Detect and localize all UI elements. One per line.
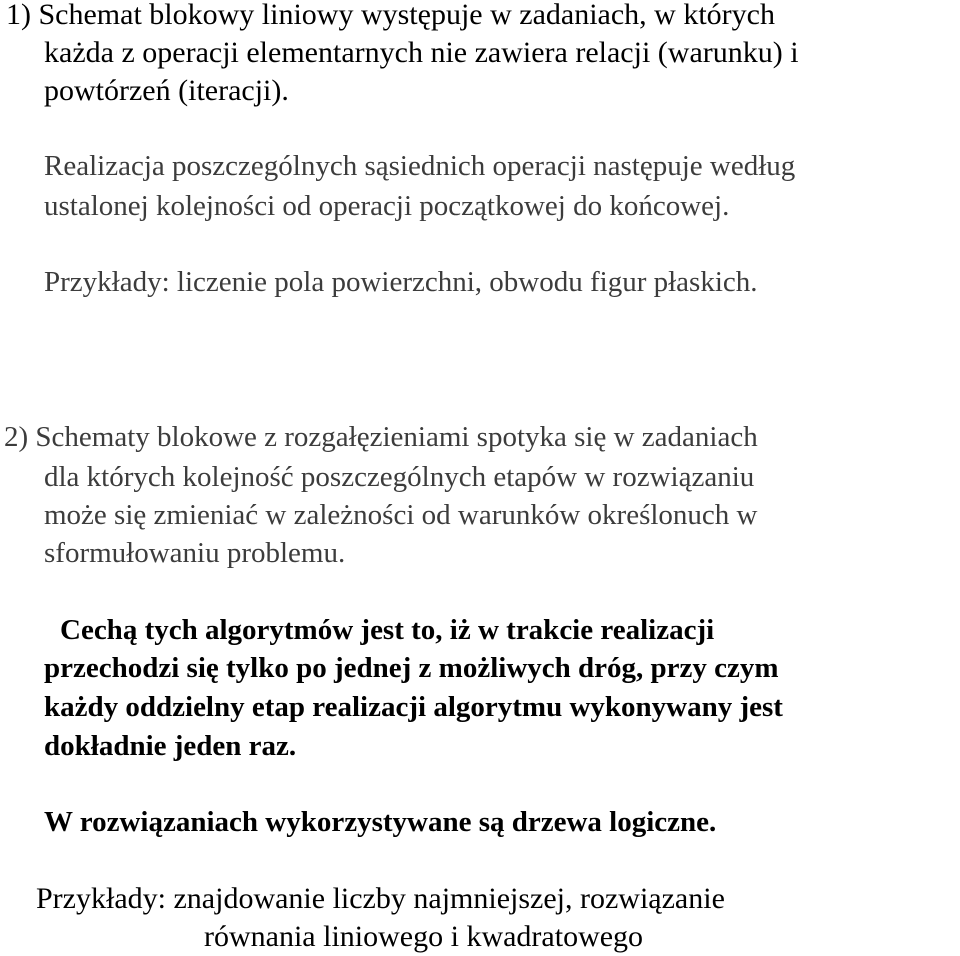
section-1-line-1: 1) Schemat blokowy liniowy występuje w zadaniach, w których <box>6 0 775 31</box>
feature-line-4: dokładnie jeden raz. <box>44 730 297 762</box>
section-1-line-2: każda z operacji elementarnych nie zawiera relacji (warunku) i <box>44 36 799 69</box>
section-2-line-3: może się zmieniać w zależności od warunków określonuch w <box>44 499 758 531</box>
feature-line-1: Cechą tych algorytmów jest to, iż w trakcie realizacji <box>60 614 715 646</box>
section-2-examples-line-1: Przykłady: znajdowanie liczby najmniejszej, rozwiązanie <box>36 882 725 915</box>
section-2-line-2: dla których kolejność poszczególnych etapów w rozwiązaniu <box>44 461 755 493</box>
realization-line-1: Realizacja poszczególnych sąsiednich operacji następuje według <box>44 150 796 182</box>
realization-line-2: ustalonej kolejności od operacji początkowej do końcowej. <box>44 190 730 222</box>
section-1-line-3: powtórzeń (iteracji). <box>44 74 289 107</box>
section-2-line-4: sformułowaniu problemu. <box>44 537 346 569</box>
section-2-line-1: 2) Schematy blokowe z rozgałęzieniami spotyka się w zadaniach <box>4 421 758 453</box>
section-1-examples: Przykłady: liczenie pola powierzchni, obwodu figur płaskich. <box>44 266 758 298</box>
logical-trees-line: W rozwiązaniach wykorzystywane są drzewa logiczne. <box>44 806 717 838</box>
feature-line-2: przechodzi się tylko po jednej z możliwych dróg, przy czym <box>44 652 779 684</box>
section-2-examples-line-2: równania liniowego i kwadratowego <box>204 920 644 953</box>
feature-line-3: każdy oddzielny etap realizacji algorytmu wykonywany jest <box>44 691 783 723</box>
